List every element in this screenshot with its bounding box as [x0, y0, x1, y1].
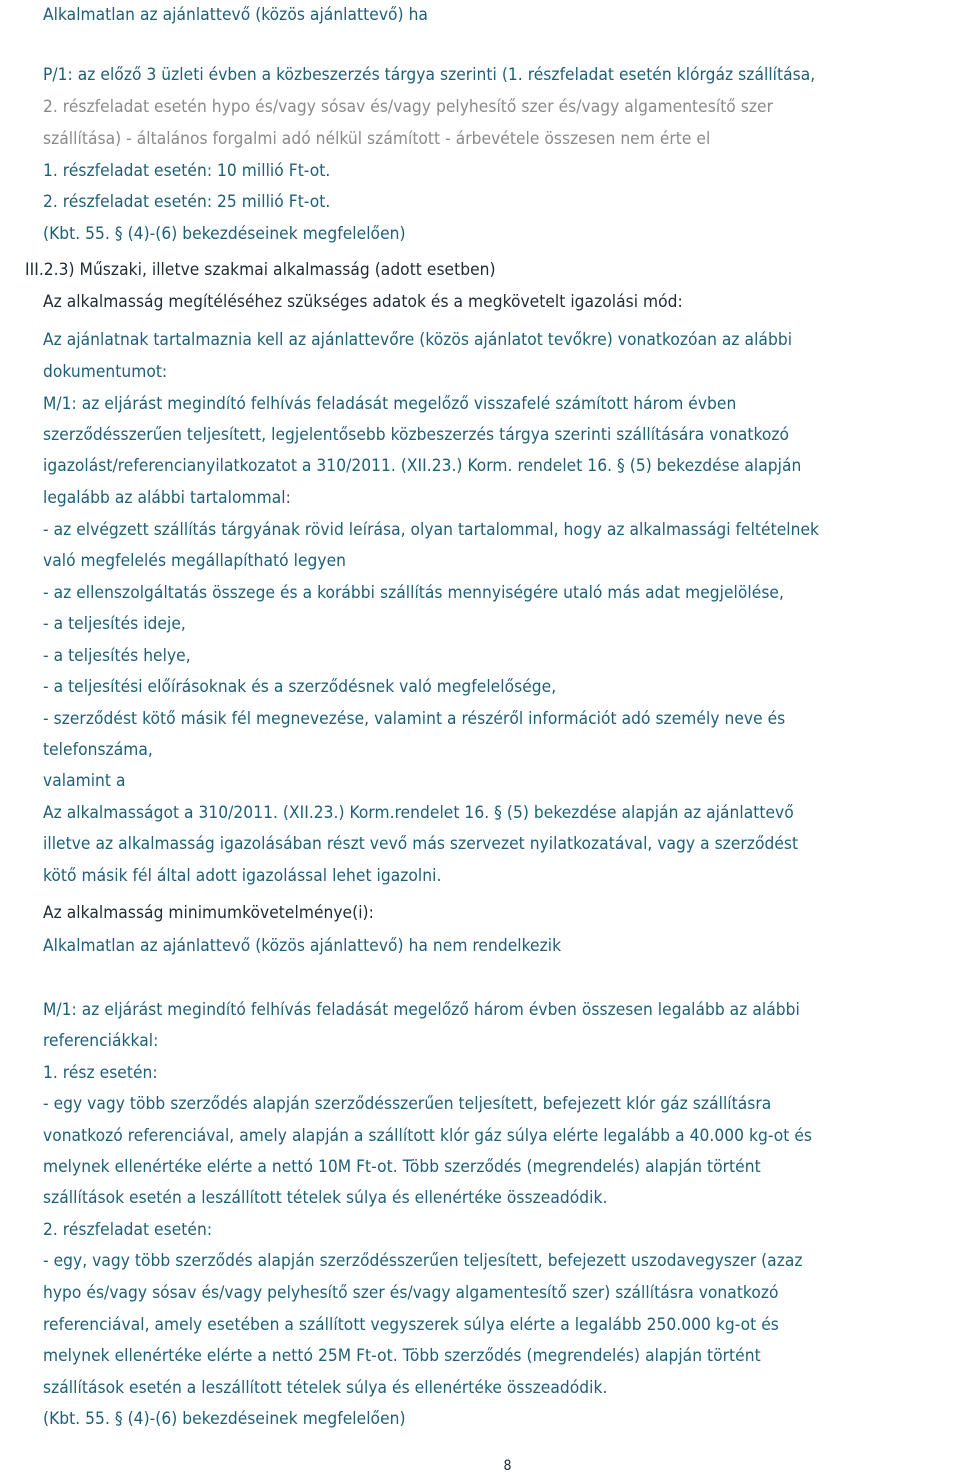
- line-32: 1. rész esetén:: [43, 1063, 158, 1083]
- line-2: P/1: az előző 3 üzleti évben a közbeszerzés tárgya szerinti (1. részfeladat esetén klórgáz szállítása,: [43, 65, 816, 85]
- line-1: Alkalmatlan az ajánlattevő (közös ajánlattevő) ha: [43, 5, 428, 25]
- line-17: való megfelelés megállapítható legyen: [43, 551, 347, 571]
- line-21: - a teljesítési előírásoknak és a szerződésnek való megfelelősége,: [43, 677, 557, 697]
- line-35: melynek ellenértéke elérte a nettó 10M Ft-ot. Több szerződés (megrendelés) alapján történt: [43, 1157, 761, 1177]
- line-31: referenciákkal:: [43, 1031, 159, 1051]
- line-13: szerződésszerűen teljesített, legjelentősebb közbeszerzés tárgya szerinti szállítására vonatkozó: [43, 425, 790, 445]
- line-38: - egy, vagy több szerződés alapján szerződésszerűen teljesített, befejezett uszodavegyszer (azaz: [43, 1251, 803, 1271]
- line-15: legalább az alábbi tartalommal:: [43, 488, 291, 508]
- line-25: Az alkalmasságot a 310/2011. (XII.23.) Korm.rendelet 16. § (5) bekezdése alapján az ajánlattevő: [43, 803, 794, 823]
- line-20: - a teljesítés helye,: [43, 646, 191, 666]
- line-24: valamint a: [43, 771, 126, 791]
- line-16: - az elvégzett szállítás tárgyának rövid leírása, olyan tartalommal, hogy az alkalmassági feltételnek: [43, 520, 820, 540]
- line-37: 2. részfeladat esetén:: [43, 1220, 213, 1240]
- line-40: referenciával, amely esetében a szállított vegyszerek súlya elérte a legalább 250.000 kg-ot és: [43, 1315, 779, 1335]
- line-12: M/1: az eljárást megindító felhívás feladását megelőző visszafelé számított három évben: [43, 394, 737, 414]
- line-27: kötő másik fél által adott igazolással lehet igazolni.: [43, 866, 442, 886]
- line-18: - az ellenszolgáltatás összege és a korábbi szállítás mennyiségére utaló más adat megjelölése,: [43, 583, 784, 603]
- line-42: szállítások esetén a leszállított tételek súlya és ellenértéke összeadódik.: [43, 1378, 608, 1398]
- line-36: szállítások esetén a leszállított tételek súlya és ellenértéke összeadódik.: [43, 1188, 608, 1208]
- line-26: illetve az alkalmasság igazolásában részt vevő más szervezet nyilatkozatával, vagy a szerződést: [43, 834, 799, 854]
- line-4: szállítása) - általános forgalmi adó nélkül számított - árbevétele összesen nem érte el: [43, 129, 711, 149]
- line-5: 1. részfeladat esetén: 10 millió Ft-ot.: [43, 161, 331, 181]
- line-14: igazolást/referencianyilatkozatot a 310/2011. (XII.23.) Korm. rendelet 16. § (5) bekezdése alapján: [43, 456, 802, 476]
- line-30: M/1: az eljárást megindító felhívás feladását megelőző három évben összesen legalább az alábbi: [43, 1000, 800, 1020]
- line-41: melynek ellenértéke elérte a nettó 25M Ft-ot. Több szerződés (megrendelés) alapján történt: [43, 1346, 761, 1366]
- line-29: Alkalmatlan az ajánlattevő (közös ajánlattevő) ha nem rendelkezik: [43, 936, 562, 956]
- line-19: - a teljesítés ideje,: [43, 614, 186, 634]
- line-10: Az ajánlatnak tartalmaznia kell az ajánlattevőre (közös ajánlatot tevőkre) vonatkozóan az alábbi: [43, 330, 793, 350]
- line-43: (Kbt. 55. § (4)-(6) bekezdéseinek megfelelően): [43, 1409, 406, 1429]
- line-23: telefonszáma,: [43, 740, 153, 760]
- line-11: dokumentumot:: [43, 362, 168, 382]
- line-28: Az alkalmasság minimumkövetelménye(i):: [43, 903, 374, 923]
- line-22: - szerződést kötő másik fél megnevezése, valamint a részéről információt adó személy neve és: [43, 709, 786, 729]
- page-number: 8: [503, 1458, 512, 1474]
- line-33: - egy vagy több szerződés alapján szerződésszerűen teljesített, befejezett klór gáz szállításra: [43, 1094, 772, 1114]
- line-34: vonatkozó referenciával, amely alapján a szállított klór gáz súlya elérte legalább a 40.000 kg-ot és: [43, 1126, 813, 1146]
- section-heading: III.2.3) Műszaki, illetve szakmai alkalmasság (adott esetben): [25, 260, 496, 280]
- line-3: 2. részfeladat esetén hypo és/vagy sósav és/vagy pelyhesítő szer és/vagy algamentesítő szer: [43, 97, 774, 117]
- line-6: 2. részfeladat esetén: 25 millió Ft-ot.: [43, 192, 331, 212]
- line-9: Az alkalmasság megítéléséhez szükséges adatok és a megkövetelt igazolási mód:: [43, 292, 683, 312]
- line-39: hypo és/vagy sósav és/vagy pelyhesítő szer és/vagy algamentesítő szer) szállításra vonatkozó: [43, 1283, 779, 1303]
- line-7: (Kbt. 55. § (4)-(6) bekezdéseinek megfelelően): [43, 224, 406, 244]
